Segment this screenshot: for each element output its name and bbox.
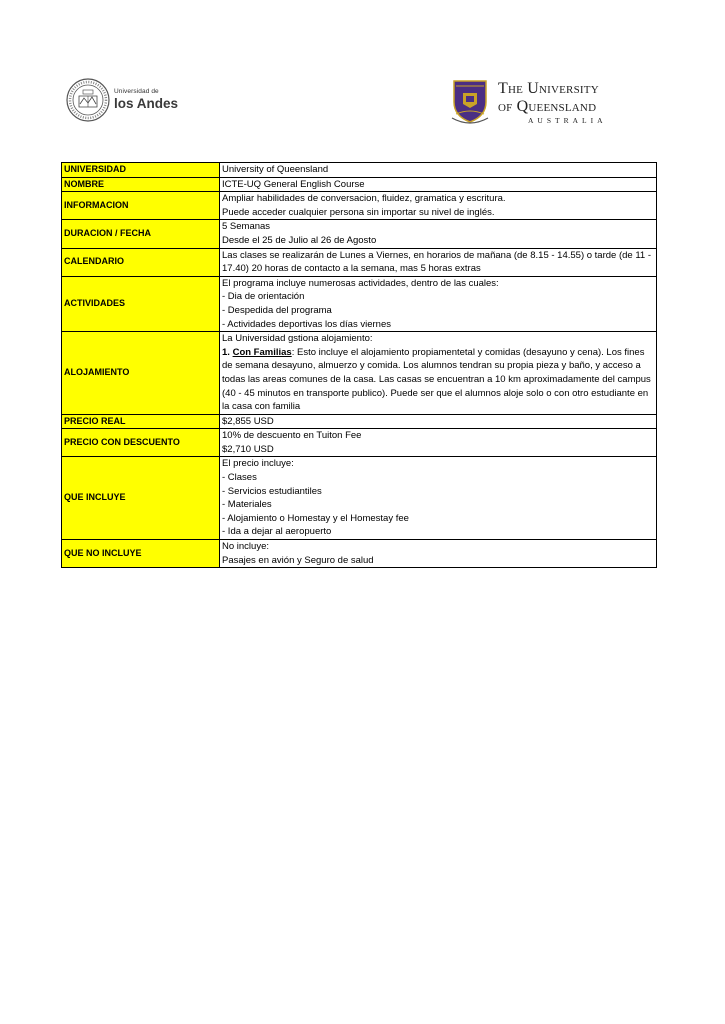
row-value-duracion (220, 220, 657, 248)
row-value-precio-descuento (220, 429, 657, 457)
row-value-nombre (220, 177, 657, 192)
value-line: El programa incluye numerosas actividades, dentro de las cuales: (222, 277, 499, 289)
uq-crest-icon (450, 78, 490, 124)
value-line: Desde el 25 de Julio al 26 de Agosto (222, 234, 377, 246)
value-line: Puede acceder cualquier persona sin importar su nivel de inglés. (222, 206, 495, 218)
uq-name-line1: The University (498, 80, 599, 97)
table-row (62, 414, 657, 429)
value-line: $2,855 USD (222, 415, 274, 427)
value-line: $2,710 USD (222, 443, 274, 455)
table-row (62, 248, 657, 276)
row-value-incluye (220, 457, 657, 540)
value-line: 10% de descuento en Tuiton Fee (222, 430, 362, 442)
value-line: No incluye: (222, 541, 269, 553)
row-label-alojamiento: ALOJAMIENTO (62, 332, 220, 415)
value-line: - Servicios estudiantiles (222, 485, 322, 497)
row-label-precio-real: PRECIO REAL (62, 414, 220, 429)
row-value-precio-real (220, 414, 657, 429)
value-line: Las clases se realizarán de Lunes a Viernes, en horarios de mañana (de 8.15 - 14.55) o tarde (de 11 - 17.40) 20 horas de contacto a la semana, mas 5 horas extras (222, 249, 651, 275)
value-line: Pasajes en avión y Seguro de salud (222, 554, 374, 566)
andes-top-text: Universidad de (114, 88, 159, 95)
value-line: - Ida a dejar al aeropuerto (222, 526, 332, 538)
value-line: - Dia de orientación (222, 291, 305, 303)
table-row (62, 457, 657, 540)
row-label-calendario: CALENDARIO (62, 248, 220, 276)
row-label-incluye: QUE INCLUYE (62, 457, 220, 540)
los-andes-logo (66, 74, 186, 130)
table-row (62, 192, 657, 220)
course-info-table (61, 162, 657, 568)
row-label-informacion: INFORMACION (62, 192, 220, 220)
value-line: University of Queensland (222, 164, 329, 175)
uq-logo (450, 78, 640, 128)
los-andes-seal-icon (66, 74, 110, 126)
table-row (62, 332, 657, 415)
uq-country-text: AUSTRALIA (528, 116, 607, 125)
row-label-actividades: ACTIVIDADES (62, 276, 220, 331)
value-line: - Alojamiento o Homestay y el Homestay fee (222, 512, 409, 524)
table-row (62, 220, 657, 248)
row-value-informacion (220, 192, 657, 220)
row-label-nombre: NOMBRE (62, 177, 220, 192)
table-row (62, 276, 657, 331)
alojamiento-option (222, 346, 654, 414)
uq-name-line2: of Queensland (498, 98, 597, 115)
option-title: Con Familias (232, 346, 292, 358)
value-line: Ampliar habilidades de conversacion, fluidez, gramatica y escritura. (222, 193, 506, 205)
table-row (62, 163, 657, 178)
table-row (62, 177, 657, 192)
value-line: 5 Semanas (222, 221, 271, 233)
value-line: - Despedida del programa (222, 304, 332, 316)
value-line: - Actividades deportivas los días viernes (222, 318, 391, 330)
row-label-duracion: DURACION / FECHA (62, 220, 220, 248)
row-value-actividades (220, 276, 657, 331)
value-line: El precio incluye: (222, 458, 294, 470)
option-text: : Esto incluye el alojamiento propiamentetal y comidas (desayuno y cena). Los fines de semana desayuno, almuerzo y comida. Los alumnos tendran su propia pieza y baño, y acceso a todas las areas comunes de la casa. Las casas se encuentran a 10 km aproximadamente del campus (40 - 45 minutos en transporte publico). Puede ser que el alumnos aloje solo o con otro estudiante en la casa con familia (222, 346, 651, 413)
option-number: 1. (222, 346, 230, 358)
table-row (62, 429, 657, 457)
row-label-universidad: UNIVERSIDAD (62, 163, 220, 178)
row-value-alojamiento (220, 332, 657, 415)
value-line: La Universidad gstiona alojamiento: (222, 333, 373, 345)
value-line: ICTE-UQ General English Course (222, 178, 365, 190)
value-line: - Clases (222, 472, 257, 484)
table-row (62, 540, 657, 568)
row-label-no-incluye: QUE NO INCLUYE (62, 540, 220, 568)
row-value-no-incluye (220, 540, 657, 568)
row-value-universidad (220, 163, 657, 178)
andes-name-text: los Andes (114, 96, 179, 111)
row-value-calendario (220, 248, 657, 276)
row-label-precio-descuento: PRECIO CON DESCUENTO (62, 429, 220, 457)
value-line: - Materiales (222, 499, 272, 511)
